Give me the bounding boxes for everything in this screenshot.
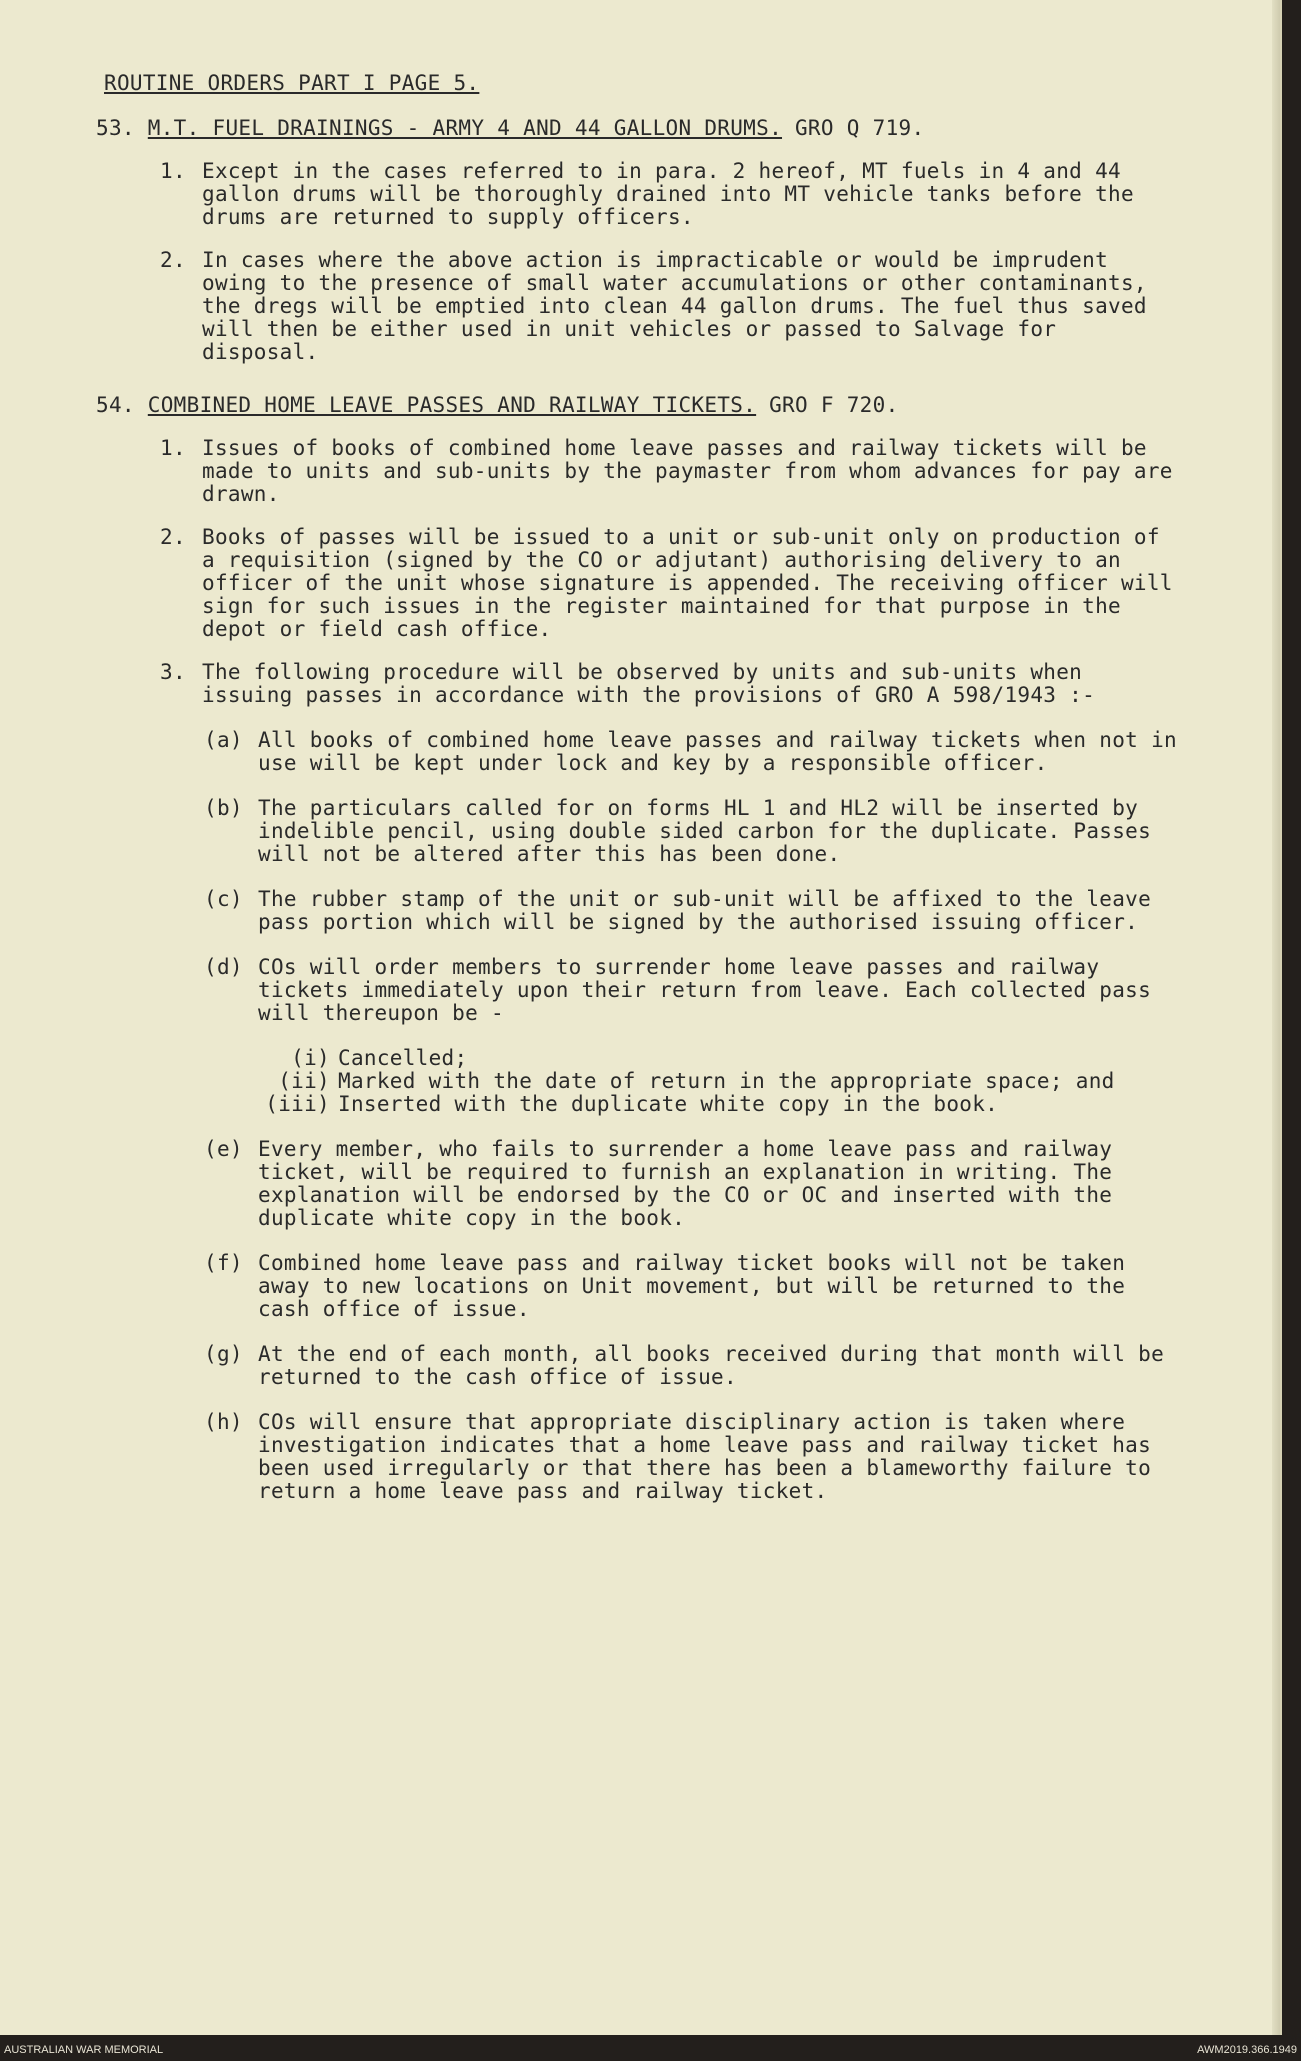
paragraph-number: 1.: [160, 159, 186, 183]
section-heading: [96, 394, 1184, 417]
document-body: [96, 71, 1184, 1503]
paragraph: [160, 661, 1184, 707]
sub-item-label: (e): [204, 1137, 243, 1161]
sub-item-text: All books of combined home leave passes and railway tickets when not in use will be kept under lock and key by a responsible officer.: [258, 728, 1177, 775]
sub-item: [204, 956, 1184, 1025]
paragraph: [160, 160, 1184, 229]
roman-item: [244, 1093, 1184, 1116]
sub-item-text: COs will ensure that appropriate disciplinary action is taken where investigation indicates that a home leave pass and railway ticket has been used irregularly or that there has been a blameworthy failure to return a home leave pass and railway ticket.: [258, 1410, 1152, 1503]
section-53: [96, 116, 1184, 364]
roman-item-label: (iii): [265, 1092, 330, 1116]
section-54: [96, 393, 1184, 1503]
sub-item-label: (h): [204, 1410, 243, 1434]
sub-item-label: (d): [204, 955, 243, 979]
sub-item: [204, 729, 1184, 775]
paragraph-text: Except in the cases referred to in para. 2 hereof, MT fuels in 4 and 44 gallon drums will be thoroughly drained into MT vehicle tanks before the drums are returned to supply officers.: [202, 159, 1134, 229]
page-header: ROUTINE ORDERS PART I PAGE 5.: [104, 71, 480, 95]
sub-item: [204, 797, 1184, 866]
section-reference: GRO F 720.: [769, 393, 899, 417]
sub-item-text: Combined home leave pass and railway ticket books will not be taken away to new locations on Unit movement, but will be returned to the cash office of issue.: [258, 1251, 1126, 1321]
paragraph: [160, 526, 1184, 641]
sub-item-label: (b): [204, 796, 243, 820]
sub-item-label: (f): [204, 1251, 243, 1275]
sub-item-text: The particulars called for on forms HL 1 and HL2 will be inserted by indelible pencil, using double sided carbon for the duplicate. Passes will not be altered after this has been done.: [258, 796, 1152, 866]
footer-accession-number: AWM2019.366.1949: [1197, 2044, 1297, 2056]
section-title: M.T. FUEL DRAININGS - ARMY 4 AND 44 GALLON DRUMS.: [147, 116, 783, 140]
roman-item-label: (ii): [278, 1069, 330, 1093]
paragraph-number: 2.: [160, 248, 186, 272]
sub-item-text: At the end of each month, all books received during that month will be returned to the cash office of issue.: [258, 1342, 1165, 1389]
page-edge-shadow: [1272, 0, 1280, 2035]
roman-item-text: Marked with the date of return in the appropriate space; and: [338, 1069, 1115, 1093]
sub-item-text: The rubber stamp of the unit or sub-unit will be affixed to the leave pass portion which will be signed by the authorised issuing officer.: [258, 887, 1152, 934]
roman-item: [244, 1047, 1184, 1070]
sub-item: [204, 1252, 1184, 1321]
sub-item-text: Every member, who fails to surrender a home leave pass and railway ticket, will be required to furnish an explanation in writing. The explanation will be endorsed by the CO or OC and inserted with the duplicate white copy in the book.: [258, 1137, 1113, 1230]
roman-item-text: Cancelled;: [338, 1046, 468, 1070]
footer-source: AUSTRALIAN WAR MEMORIAL: [4, 2044, 164, 2056]
sub-item-text: COs will order members to surrender home leave passes and railway tickets immediately upon their return from leave. Each collected pass will thereupon be -: [258, 955, 1152, 1025]
paragraph-text: Books of passes will be issued to a unit or sub-unit only on production of a requisition (signed by the CO or adjutant) authorising delivery to an officer of the unit whose signature is appended. The receiving officer will sign for such issues in the register maintained for that purpose in the depot or field cash office.: [202, 525, 1173, 641]
archive-footer: [0, 2039, 1301, 2061]
sub-item-label: (g): [204, 1342, 243, 1366]
paragraph: [160, 437, 1184, 506]
section-number: 54.: [96, 393, 135, 417]
section-reference: GRO Q 719.: [794, 116, 925, 140]
section-title: COMBINED HOME LEAVE PASSES AND RAILWAY TICKETS.: [147, 393, 757, 417]
paragraph-number: 3.: [160, 660, 186, 684]
sub-item: [204, 1343, 1184, 1389]
roman-item-label: (i): [291, 1046, 330, 1070]
paragraph: [160, 249, 1184, 364]
sub-item: [204, 1411, 1184, 1503]
sub-item: [204, 1138, 1184, 1230]
sub-item: [204, 888, 1184, 934]
paragraph-text: Issues of books of combined home leave passes and railway tickets will be made to units and sub-units by the paymaster from whom advances for pay are drawn.: [202, 436, 1173, 506]
roman-item-text: Inserted with the duplicate white copy in the book.: [338, 1092, 999, 1116]
paragraph-text: The following procedure will be observed by units and sub-units when issuing passes in accordance with the provisions of GRO A 598/1943 :-: [202, 660, 1096, 707]
sub-item-label: (a): [204, 728, 243, 752]
paragraph-number: 1.: [160, 436, 186, 460]
section-number: 53.: [96, 116, 135, 140]
paragraph-text: In cases where the above action is impracticable or would be imprudent owing to the presence of small water accumulations or other contaminants, the dregs will be emptied into clean 44 gallon drums. The fuel thus saved will then be either used in unit vehicles or passed to Salvage for disposal.: [202, 248, 1147, 364]
paragraph-number: 2.: [160, 525, 186, 549]
sub-item-label: (c): [204, 887, 243, 911]
section-heading: [96, 117, 1184, 140]
roman-item: [244, 1070, 1184, 1093]
